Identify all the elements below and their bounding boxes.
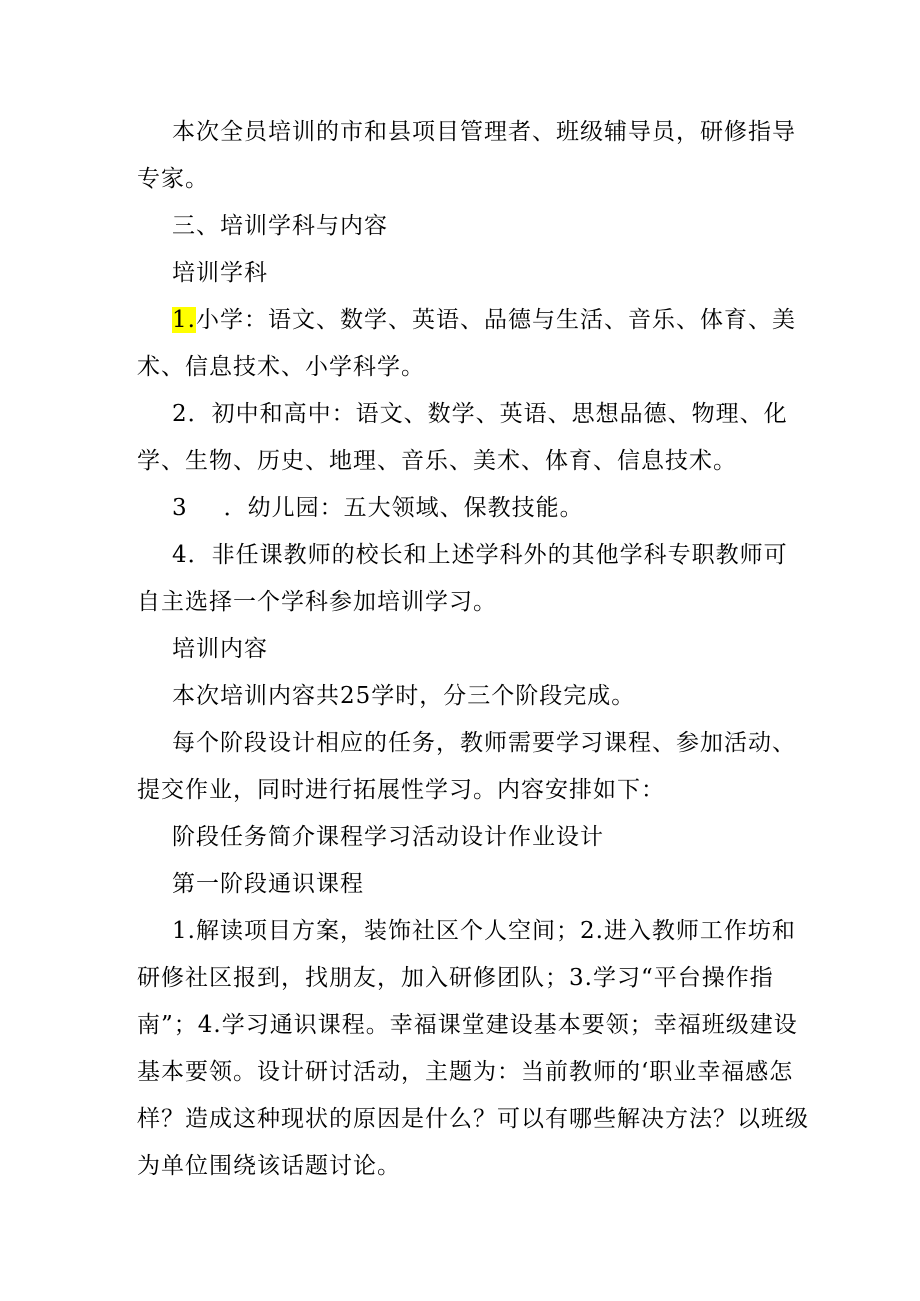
- section-heading-3: 三、培训学科与内容: [172, 213, 388, 239]
- content-paragraph-1: 本次培训内容共25学时，分三个阶段完成。: [172, 683, 636, 709]
- content-paragraph-2-line-1: 每个阶段设计相应的任务，教师需要学习课程、参加活动、: [172, 730, 796, 756]
- highlighted-number: 1.: [172, 307, 196, 333]
- item-3: [172, 493, 584, 523]
- item-2-line-1: 2．初中和高中：语文、数学、英语、思想品德、物理、化: [172, 401, 788, 427]
- item-4-line-1: 4．非任课教师的校长和上述学科外的其他学科专职教师可: [172, 542, 788, 568]
- item-1-text: 小学：语文、数学、英语、品德与生活、音乐、体育、美: [195, 307, 796, 333]
- subjects-heading: 培训学科: [172, 260, 268, 286]
- content-heading: 培训内容: [172, 636, 268, 662]
- table-header-line: 阶段任务简介课程学习活动设计作业设计: [172, 824, 604, 850]
- item-4-line-2: 自主选择一个学科参加培训学习。: [137, 589, 497, 615]
- content-paragraph-2-line-2: 提交作业，同时进行拓展性学习。内容安排如下：: [137, 777, 665, 803]
- paragraph-1-line-1: 本次全员培训的市和县项目管理者、班级辅导员，研修指导: [172, 119, 796, 145]
- stage-1-line-4: 基本要领。设计研讨活动，主题为：当前教师的‘职业幸福感怎: [137, 1059, 794, 1085]
- item-3-number: 3: [172, 495, 188, 521]
- stage-1-line-5: 样？造成这种现状的原因是什么？可以有哪些解决方法？以班级: [137, 1106, 809, 1132]
- paragraph-1-line-2: 专家。: [137, 166, 209, 192]
- stage-1-line-3: 南”；4.学习通识课程。幸福课堂建设基本要领；幸福班级建设: [137, 1012, 798, 1038]
- item-1-line-1: [172, 305, 796, 335]
- item-3-text: ．幼儿园：五大领域、保教技能。: [223, 495, 584, 521]
- item-1-line-2: 术、信息技术、小学科学。: [137, 354, 425, 380]
- stage-1-line-2: 研修社区报到，找朋友，加入研修团队；3.学习“平台操作指: [137, 965, 774, 991]
- item-2-line-2: 学、生物、历史、地理、音乐、美术、体育、信息技术。: [137, 448, 737, 474]
- stage-1-line-6: 为单位围绕该话题讨论。: [137, 1153, 401, 1179]
- stage-1-line-1: 1.解读项目方案，装饰社区个人空间；2.进入教师工作坊和: [172, 918, 796, 944]
- stage-1-title: 第一阶段通识课程: [172, 871, 364, 897]
